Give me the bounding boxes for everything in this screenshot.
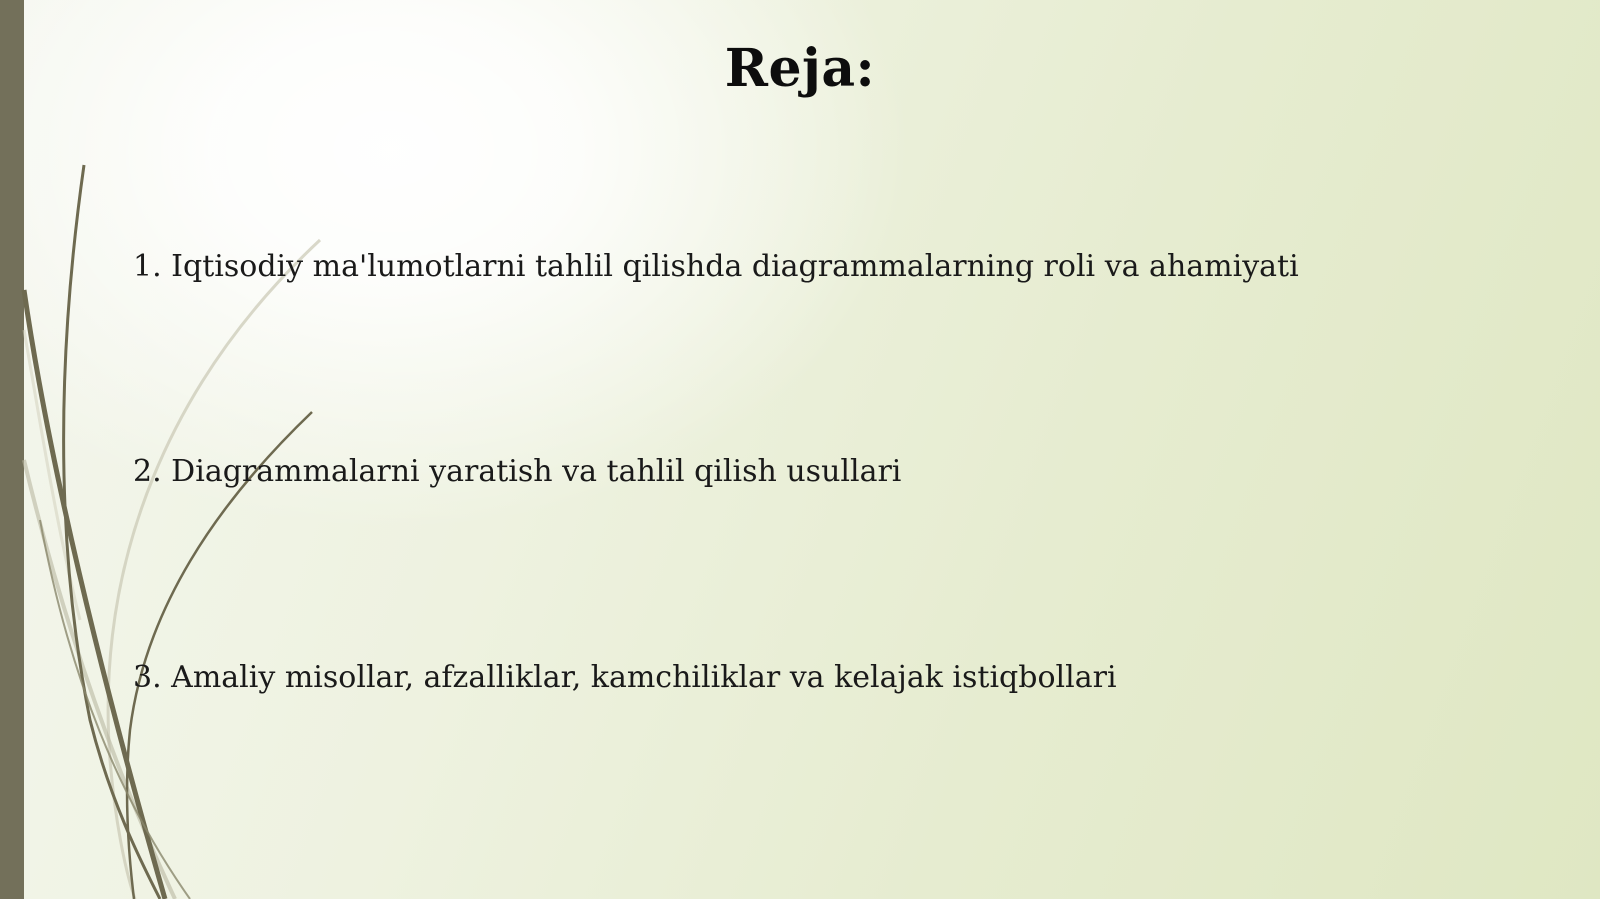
slide-title: Reja: <box>724 38 876 99</box>
plan-item-3 <box>133 660 1117 695</box>
grass-stroke-decoration-icon <box>0 0 400 899</box>
plan-item-number: 1. <box>133 249 162 284</box>
plan-item-number: 2. <box>133 454 162 489</box>
plan-item-text: Amaliy misollar, afzalliklar, kamchiliklar va kelajak istiqbollari <box>171 660 1117 695</box>
plan-item-text: Iqtisodiy ma'lumotlarni tahlil qilishda diagrammalarning roli va ahamiyati <box>171 249 1299 284</box>
plan-item-2 <box>133 454 901 489</box>
plan-item-1 <box>133 249 1299 284</box>
plan-item-number: 3. <box>133 660 162 695</box>
plan-item-text: Diagrammalarni yaratish va tahlil qilish usullari <box>171 454 902 489</box>
